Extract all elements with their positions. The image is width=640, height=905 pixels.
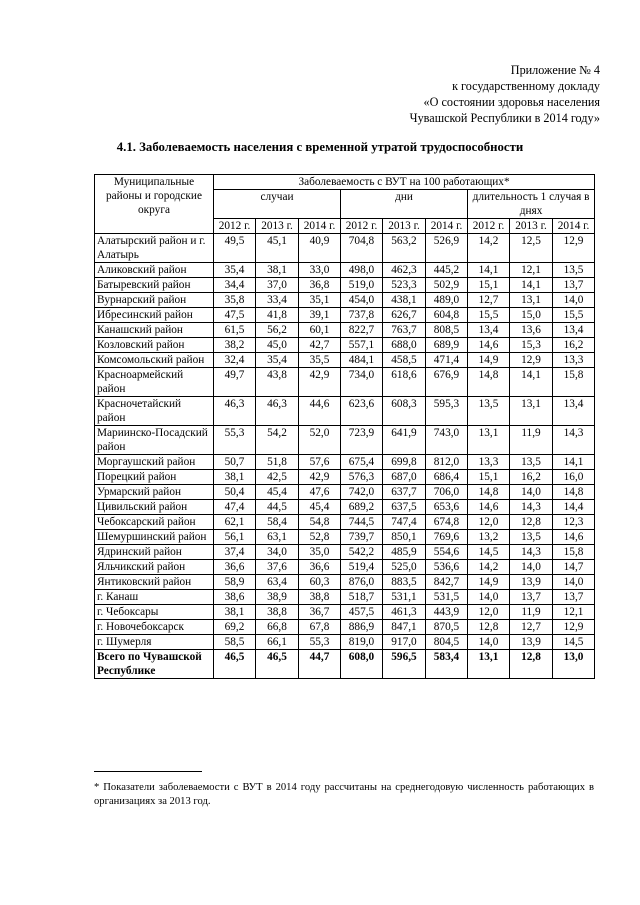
value-cell: 15,0 <box>510 308 553 323</box>
value-cell: 489,0 <box>426 293 468 308</box>
header-year: 2014 г. <box>299 219 341 234</box>
value-cell: 14,6 <box>553 530 595 545</box>
value-cell: 676,9 <box>426 368 468 397</box>
value-cell: 812,0 <box>426 455 468 470</box>
region-name: г. Чебоксары <box>95 605 214 620</box>
appendix-header <box>300 62 600 126</box>
value-cell: 57,6 <box>299 455 341 470</box>
value-cell: 471,4 <box>426 353 468 368</box>
value-cell: 62,1 <box>214 515 256 530</box>
value-cell: 51,8 <box>256 455 299 470</box>
region-name: Мариинско-Посадский район <box>95 426 214 455</box>
value-cell: 13,1 <box>510 293 553 308</box>
value-cell: 747,4 <box>383 515 426 530</box>
table-row <box>95 263 595 278</box>
header-year: 2012 г. <box>214 219 256 234</box>
value-cell: 723,9 <box>341 426 383 455</box>
region-name: Яльчикский район <box>95 560 214 575</box>
value-cell: 744,5 <box>341 515 383 530</box>
value-cell: 38,6 <box>214 590 256 605</box>
value-cell: 14,8 <box>468 485 510 500</box>
region-name: Аликовский район <box>95 263 214 278</box>
value-cell: 542,2 <box>341 545 383 560</box>
table-row <box>95 620 595 635</box>
value-cell: 43,8 <box>256 368 299 397</box>
value-cell: 12,0 <box>468 515 510 530</box>
table-row <box>95 485 595 500</box>
value-cell: 454,0 <box>341 293 383 308</box>
value-cell: 822,7 <box>341 323 383 338</box>
value-cell: 596,5 <box>383 650 426 679</box>
value-cell: 39,1 <box>299 308 341 323</box>
value-cell: 35,0 <box>299 545 341 560</box>
value-cell: 38,2 <box>214 338 256 353</box>
value-cell: 531,1 <box>383 590 426 605</box>
value-cell: 45,0 <box>256 338 299 353</box>
value-cell: 563,2 <box>383 234 426 263</box>
value-cell: 42,9 <box>299 368 341 397</box>
value-cell: 15,8 <box>553 368 595 397</box>
value-cell: 46,3 <box>214 397 256 426</box>
region-name: г. Канаш <box>95 590 214 605</box>
value-cell: 36,6 <box>214 560 256 575</box>
value-cell: 12,8 <box>510 650 553 679</box>
value-cell: 689,9 <box>426 338 468 353</box>
value-cell: 12,1 <box>510 263 553 278</box>
value-cell: 38,8 <box>299 590 341 605</box>
value-cell: 518,7 <box>341 590 383 605</box>
value-cell: 15,1 <box>468 278 510 293</box>
value-cell: 37,0 <box>256 278 299 293</box>
value-cell: 641,9 <box>383 426 426 455</box>
value-cell: 458,5 <box>383 353 426 368</box>
value-cell: 12,7 <box>468 293 510 308</box>
value-cell: 14,2 <box>468 560 510 575</box>
region-name: Алатырский район и г. Алатырь <box>95 234 214 263</box>
appendix-line-3: «О состоянии здоровья населения <box>423 95 600 109</box>
table-row <box>95 470 595 485</box>
table-row <box>95 575 595 590</box>
value-cell: 52,8 <box>299 530 341 545</box>
value-cell: 13,5 <box>510 530 553 545</box>
value-cell: 38,1 <box>214 470 256 485</box>
table-row <box>95 397 595 426</box>
value-cell: 13,7 <box>553 278 595 293</box>
value-cell: 69,2 <box>214 620 256 635</box>
region-name: Всего по Чувашской Республике <box>95 650 214 679</box>
header-year: 2013 г. <box>510 219 553 234</box>
value-cell: 14,1 <box>510 368 553 397</box>
value-cell: 14,8 <box>553 485 595 500</box>
value-cell: 576,3 <box>341 470 383 485</box>
value-cell: 45,4 <box>256 485 299 500</box>
region-name: Канашский район <box>95 323 214 338</box>
value-cell: 886,9 <box>341 620 383 635</box>
value-cell: 47,4 <box>214 500 256 515</box>
header-days: дни <box>341 190 468 219</box>
value-cell: 14,0 <box>510 560 553 575</box>
value-cell: 743,0 <box>426 426 468 455</box>
value-cell: 13,9 <box>510 635 553 650</box>
value-cell: 653,6 <box>426 500 468 515</box>
value-cell: 35,8 <box>214 293 256 308</box>
region-name: Батыревский район <box>95 278 214 293</box>
table-row <box>95 500 595 515</box>
header-year: 2012 г. <box>468 219 510 234</box>
value-cell: 45,1 <box>256 234 299 263</box>
table-row <box>95 293 595 308</box>
value-cell: 36,8 <box>299 278 341 293</box>
value-cell: 13,1 <box>468 650 510 679</box>
value-cell: 58,4 <box>256 515 299 530</box>
value-cell: 44,6 <box>299 397 341 426</box>
morbidity-table <box>94 174 595 679</box>
value-cell: 15,3 <box>510 338 553 353</box>
value-cell: 40,9 <box>299 234 341 263</box>
value-cell: 35,4 <box>256 353 299 368</box>
header-year: 2012 г. <box>341 219 383 234</box>
value-cell: 485,9 <box>383 545 426 560</box>
value-cell: 13,5 <box>468 397 510 426</box>
value-cell: 12,7 <box>510 620 553 635</box>
value-cell: 16,2 <box>553 338 595 353</box>
value-cell: 12,0 <box>468 605 510 620</box>
value-cell: 445,2 <box>426 263 468 278</box>
value-cell: 519,4 <box>341 560 383 575</box>
table-row <box>95 234 595 263</box>
region-name: Цивильский район <box>95 500 214 515</box>
value-cell: 14,2 <box>468 234 510 263</box>
value-cell: 14,0 <box>510 485 553 500</box>
value-cell: 13,0 <box>553 650 595 679</box>
value-cell: 637,7 <box>383 485 426 500</box>
table-row <box>95 455 595 470</box>
value-cell: 16,2 <box>510 470 553 485</box>
value-cell: 14,5 <box>553 635 595 650</box>
value-cell: 15,8 <box>553 545 595 560</box>
section-title: 4.1. Заболеваемость населения с временной утратой трудоспособности <box>116 140 524 154</box>
value-cell: 883,5 <box>383 575 426 590</box>
region-name: Ибресинский район <box>95 308 214 323</box>
value-cell: 63,4 <box>256 575 299 590</box>
value-cell: 38,9 <box>256 590 299 605</box>
value-cell: 688,0 <box>383 338 426 353</box>
value-cell: 14,0 <box>553 575 595 590</box>
value-cell: 42,7 <box>299 338 341 353</box>
value-cell: 12,5 <box>510 234 553 263</box>
value-cell: 689,2 <box>341 500 383 515</box>
value-cell: 12,8 <box>468 620 510 635</box>
value-cell: 13,1 <box>510 397 553 426</box>
value-cell: 13,5 <box>510 455 553 470</box>
value-cell: 35,5 <box>299 353 341 368</box>
value-cell: 14,9 <box>468 353 510 368</box>
value-cell: 37,6 <box>256 560 299 575</box>
value-cell: 13,4 <box>553 323 595 338</box>
value-cell: 12,8 <box>510 515 553 530</box>
value-cell: 15,1 <box>468 470 510 485</box>
value-cell: 12,3 <box>553 515 595 530</box>
value-cell: 42,5 <box>256 470 299 485</box>
value-cell: 49,7 <box>214 368 256 397</box>
region-name: Комсомольский район <box>95 353 214 368</box>
value-cell: 14,0 <box>468 590 510 605</box>
value-cell: 49,5 <box>214 234 256 263</box>
value-cell: 54,2 <box>256 426 299 455</box>
value-cell: 47,6 <box>299 485 341 500</box>
table-row <box>95 426 595 455</box>
region-name: Красночетайский район <box>95 397 214 426</box>
value-cell: 595,3 <box>426 397 468 426</box>
value-cell: 36,7 <box>299 605 341 620</box>
value-cell: 457,5 <box>341 605 383 620</box>
value-cell: 46,5 <box>214 650 256 679</box>
value-cell: 66,8 <box>256 620 299 635</box>
value-cell: 14,1 <box>468 263 510 278</box>
value-cell: 917,0 <box>383 635 426 650</box>
value-cell: 55,3 <box>214 426 256 455</box>
value-cell: 14,1 <box>510 278 553 293</box>
value-cell: 675,4 <box>341 455 383 470</box>
footnote-divider <box>94 771 202 772</box>
header-year: 2014 г. <box>426 219 468 234</box>
value-cell: 842,7 <box>426 575 468 590</box>
value-cell: 14,0 <box>468 635 510 650</box>
table-row <box>95 560 595 575</box>
value-cell: 56,1 <box>214 530 256 545</box>
table-row <box>95 515 595 530</box>
value-cell: 525,0 <box>383 560 426 575</box>
region-name: Шемуршинский район <box>95 530 214 545</box>
value-cell: 50,7 <box>214 455 256 470</box>
value-cell: 12,1 <box>553 605 595 620</box>
value-cell: 60,1 <box>299 323 341 338</box>
value-cell: 13,4 <box>553 397 595 426</box>
value-cell: 531,5 <box>426 590 468 605</box>
value-cell: 686,4 <box>426 470 468 485</box>
value-cell: 808,5 <box>426 323 468 338</box>
value-cell: 557,1 <box>341 338 383 353</box>
value-cell: 60,3 <box>299 575 341 590</box>
value-cell: 13,4 <box>468 323 510 338</box>
value-cell: 536,6 <box>426 560 468 575</box>
value-cell: 13,6 <box>510 323 553 338</box>
value-cell: 14,3 <box>553 426 595 455</box>
value-cell: 687,0 <box>383 470 426 485</box>
value-cell: 14,8 <box>468 368 510 397</box>
value-cell: 66,1 <box>256 635 299 650</box>
header-region: Муниципальные районы и городские округа <box>95 175 214 234</box>
value-cell: 61,5 <box>214 323 256 338</box>
value-cell: 13,5 <box>553 263 595 278</box>
footnote: * Показатели заболеваемости с ВУТ в 2014 году рассчитаны на среднегодовую численность работающих в организациях за 2013 год. <box>94 782 594 807</box>
value-cell: 34,0 <box>256 545 299 560</box>
value-cell: 63,1 <box>256 530 299 545</box>
value-cell: 58,5 <box>214 635 256 650</box>
table-row <box>95 545 595 560</box>
value-cell: 14,1 <box>553 455 595 470</box>
value-cell: 850,1 <box>383 530 426 545</box>
value-cell: 739,7 <box>341 530 383 545</box>
table-row <box>95 530 595 545</box>
value-cell: 38,1 <box>214 605 256 620</box>
region-name: г. Шумерля <box>95 635 214 650</box>
value-cell: 804,5 <box>426 635 468 650</box>
header-year: 2013 г. <box>256 219 299 234</box>
value-cell: 618,6 <box>383 368 426 397</box>
value-cell: 498,0 <box>341 263 383 278</box>
table-row <box>95 323 595 338</box>
value-cell: 461,3 <box>383 605 426 620</box>
value-cell: 443,9 <box>426 605 468 620</box>
value-cell: 46,5 <box>256 650 299 679</box>
value-cell: 608,3 <box>383 397 426 426</box>
header-year: 2013 г. <box>383 219 426 234</box>
value-cell: 13,7 <box>553 590 595 605</box>
region-name: Красноармейский район <box>95 368 214 397</box>
value-cell: 58,9 <box>214 575 256 590</box>
value-cell: 15,5 <box>553 308 595 323</box>
value-cell: 13,7 <box>510 590 553 605</box>
appendix-line-4: Чувашской Республики в 2014 году» <box>409 111 600 125</box>
value-cell: 36,6 <box>299 560 341 575</box>
value-cell: 15,5 <box>468 308 510 323</box>
value-cell: 55,3 <box>299 635 341 650</box>
value-cell: 56,2 <box>256 323 299 338</box>
value-cell: 14,6 <box>468 500 510 515</box>
value-cell: 34,4 <box>214 278 256 293</box>
table-row <box>95 278 595 293</box>
value-cell: 45,4 <box>299 500 341 515</box>
value-cell: 52,0 <box>299 426 341 455</box>
value-cell: 32,4 <box>214 353 256 368</box>
value-cell: 41,8 <box>256 308 299 323</box>
value-cell: 554,6 <box>426 545 468 560</box>
value-cell: 14,3 <box>510 545 553 560</box>
table-row-total <box>95 650 595 679</box>
value-cell: 14,0 <box>553 293 595 308</box>
header-main: Заболеваемость с ВУТ на 100 работающих* <box>214 175 595 190</box>
value-cell: 819,0 <box>341 635 383 650</box>
region-name: Урмарский район <box>95 485 214 500</box>
value-cell: 14,5 <box>468 545 510 560</box>
table-row <box>95 590 595 605</box>
region-name: Вурнарский район <box>95 293 214 308</box>
value-cell: 763,7 <box>383 323 426 338</box>
value-cell: 523,3 <box>383 278 426 293</box>
value-cell: 769,6 <box>426 530 468 545</box>
value-cell: 14,3 <box>510 500 553 515</box>
value-cell: 608,0 <box>341 650 383 679</box>
value-cell: 13,1 <box>468 426 510 455</box>
value-cell: 737,8 <box>341 308 383 323</box>
value-cell: 699,8 <box>383 455 426 470</box>
value-cell: 583,4 <box>426 650 468 679</box>
appendix-line-1: Приложение № 4 <box>510 63 600 77</box>
value-cell: 438,1 <box>383 293 426 308</box>
table-row <box>95 338 595 353</box>
region-name: Козловский район <box>95 338 214 353</box>
value-cell: 47,5 <box>214 308 256 323</box>
value-cell: 870,5 <box>426 620 468 635</box>
value-cell: 54,8 <box>299 515 341 530</box>
value-cell: 67,8 <box>299 620 341 635</box>
value-cell: 13,3 <box>553 353 595 368</box>
value-cell: 44,5 <box>256 500 299 515</box>
value-cell: 734,0 <box>341 368 383 397</box>
value-cell: 16,0 <box>553 470 595 485</box>
value-cell: 623,6 <box>341 397 383 426</box>
header-year: 2014 г. <box>553 219 595 234</box>
region-name: Янтиковский район <box>95 575 214 590</box>
value-cell: 12,9 <box>553 620 595 635</box>
value-cell: 13,9 <box>510 575 553 590</box>
value-cell: 604,8 <box>426 308 468 323</box>
value-cell: 14,7 <box>553 560 595 575</box>
value-cell: 674,8 <box>426 515 468 530</box>
value-cell: 11,9 <box>510 605 553 620</box>
value-cell: 33,4 <box>256 293 299 308</box>
value-cell: 742,0 <box>341 485 383 500</box>
table-row <box>95 605 595 620</box>
value-cell: 11,9 <box>510 426 553 455</box>
value-cell: 44,7 <box>299 650 341 679</box>
table-row <box>95 353 595 368</box>
value-cell: 42,9 <box>299 470 341 485</box>
value-cell: 12,9 <box>510 353 553 368</box>
value-cell: 37,4 <box>214 545 256 560</box>
region-name: Чебоксарский район <box>95 515 214 530</box>
value-cell: 704,8 <box>341 234 383 263</box>
region-name: г. Новочебоксарск <box>95 620 214 635</box>
value-cell: 33,0 <box>299 263 341 278</box>
value-cell: 462,3 <box>383 263 426 278</box>
value-cell: 46,3 <box>256 397 299 426</box>
value-cell: 847,1 <box>383 620 426 635</box>
value-cell: 38,8 <box>256 605 299 620</box>
value-cell: 484,1 <box>341 353 383 368</box>
header-duration: длительность 1 случая в днях <box>468 190 595 219</box>
value-cell: 519,0 <box>341 278 383 293</box>
value-cell: 876,0 <box>341 575 383 590</box>
value-cell: 13,2 <box>468 530 510 545</box>
value-cell: 13,3 <box>468 455 510 470</box>
region-name: Порецкий район <box>95 470 214 485</box>
value-cell: 14,4 <box>553 500 595 515</box>
value-cell: 502,9 <box>426 278 468 293</box>
value-cell: 14,9 <box>468 575 510 590</box>
value-cell: 637,5 <box>383 500 426 515</box>
value-cell: 526,9 <box>426 234 468 263</box>
value-cell: 35,1 <box>299 293 341 308</box>
region-name: Ядринский район <box>95 545 214 560</box>
value-cell: 14,6 <box>468 338 510 353</box>
appendix-line-2: к государственному докладу <box>452 79 600 93</box>
value-cell: 12,9 <box>553 234 595 263</box>
region-name: Моргаушский район <box>95 455 214 470</box>
value-cell: 706,0 <box>426 485 468 500</box>
table-row <box>95 368 595 397</box>
value-cell: 626,7 <box>383 308 426 323</box>
value-cell: 35,4 <box>214 263 256 278</box>
value-cell: 50,4 <box>214 485 256 500</box>
header-cases: случаи <box>214 190 341 219</box>
value-cell: 38,1 <box>256 263 299 278</box>
table-row <box>95 308 595 323</box>
table-row <box>95 635 595 650</box>
